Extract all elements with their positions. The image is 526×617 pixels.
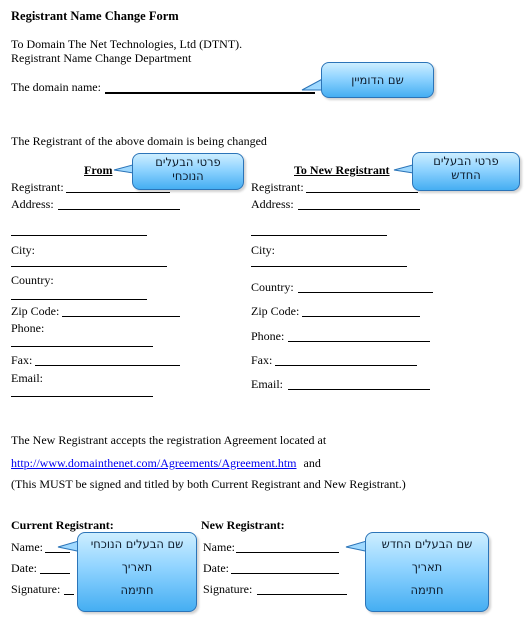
to-email-label: Email:: [251, 377, 283, 391]
from-zip-field[interactable]: [62, 316, 180, 317]
new-sig-callout-date: תאריך: [411, 560, 443, 574]
new-registrant-heading: New Registrant:: [201, 518, 285, 532]
to-registrant-field[interactable]: [306, 192, 418, 193]
to-country-field[interactable]: [298, 292, 433, 293]
to-phone-label: Phone:: [251, 329, 285, 343]
to-callout-line-1: פרטי הבעלים: [433, 154, 499, 168]
new-name-field[interactable]: [236, 552, 339, 553]
current-registrant-heading: Current Registrant:: [11, 518, 114, 532]
current-date-field[interactable]: [40, 573, 70, 574]
to-heading: To New Registrant: [294, 163, 390, 177]
to-email-field[interactable]: [288, 389, 430, 390]
to-zip-label: Zip Code:: [251, 304, 300, 318]
to-phone-field[interactable]: [288, 341, 430, 342]
current-date-label: Date:: [11, 561, 37, 575]
form-title: Registrant Name Change Form: [11, 9, 179, 23]
to-city-field[interactable]: [251, 266, 407, 267]
from-owner-callout: [132, 153, 244, 190]
from-address-field[interactable]: [58, 209, 180, 210]
from-country-label: Country:: [11, 273, 54, 287]
to-address-label: Address:: [251, 197, 294, 211]
to-zip-field[interactable]: [302, 316, 420, 317]
new-date-field[interactable]: [231, 573, 339, 574]
to-address-field-2[interactable]: [251, 235, 387, 236]
from-fax-label: Fax:: [11, 353, 33, 367]
new-name-label: Name:: [203, 540, 235, 554]
from-email-label: Email:: [11, 371, 43, 385]
from-address-label: Address:: [11, 197, 54, 211]
recipient-line-1: To Domain The Net Technologies, Ltd (DTNT).: [11, 37, 243, 51]
from-phone-label: Phone:: [11, 321, 45, 335]
agreement-line-2: [11, 456, 321, 471]
current-sig-callout-name: שם הבעלים הנוכחי: [90, 537, 184, 551]
from-city-field[interactable]: [11, 266, 167, 267]
agreement-and: and: [303, 456, 321, 470]
to-owner-callout: [412, 152, 520, 191]
from-zip-label: Zip Code:: [11, 304, 60, 318]
domain-name-callout: [321, 62, 434, 98]
changed-statement: The Registrant of the above domain is being changed: [11, 134, 267, 148]
new-date-label: Date:: [203, 561, 229, 575]
domain-name-callout-text: שם הדומיין: [351, 73, 404, 87]
from-heading: From: [84, 163, 113, 177]
from-callout-line-1: פרטי הבעלים: [155, 155, 221, 169]
new-signature-field[interactable]: [257, 594, 347, 595]
to-fax-field[interactable]: [275, 365, 417, 366]
current-signature-field[interactable]: [64, 594, 74, 595]
from-city-label: City:: [11, 243, 36, 257]
agreement-text: The New Registrant accepts the registration Agreement located at: [11, 433, 327, 447]
from-registrant-field[interactable]: [66, 192, 170, 193]
to-address-field[interactable]: [298, 209, 420, 210]
to-city-label: City:: [251, 243, 276, 257]
agreement-link[interactable]: http://www.domainthenet.com/Agreements/Agreement.htm: [11, 456, 297, 470]
new-sig-callout-sign: חתימה: [410, 583, 444, 597]
current-sig-callout-date: תאריך: [121, 560, 153, 574]
current-sig-callout-sign: חתימה: [120, 583, 154, 597]
from-registrant-label: Registrant:: [11, 180, 64, 194]
domain-name-field[interactable]: [105, 92, 315, 94]
signing-note: (This MUST be signed and titled by both Current Registrant and New Registrant.): [11, 477, 406, 491]
new-signature-callout: [365, 532, 489, 612]
domain-name-label: The domain name:: [11, 80, 101, 94]
from-phone-field[interactable]: [11, 346, 153, 347]
to-callout-line-2: החדש: [451, 168, 481, 182]
from-country-field[interactable]: [11, 299, 147, 300]
current-name-label: Name:: [11, 540, 43, 554]
from-address-field-2[interactable]: [11, 235, 147, 236]
to-fax-label: Fax:: [251, 353, 273, 367]
from-email-field[interactable]: [11, 396, 153, 397]
new-signature-label: Signature:: [203, 582, 253, 596]
from-callout-line-2: הנוכחי: [172, 169, 204, 183]
current-signature-label: Signature:: [11, 582, 61, 596]
to-registrant-label: Registrant:: [251, 180, 304, 194]
new-sig-callout-name: שם הבעלים החדש: [381, 537, 473, 551]
recipient-line-2: Registrant Name Change Department: [11, 51, 192, 65]
current-signature-callout: [77, 532, 197, 612]
from-fax-field[interactable]: [35, 365, 180, 366]
to-country-label: Country:: [251, 280, 294, 294]
